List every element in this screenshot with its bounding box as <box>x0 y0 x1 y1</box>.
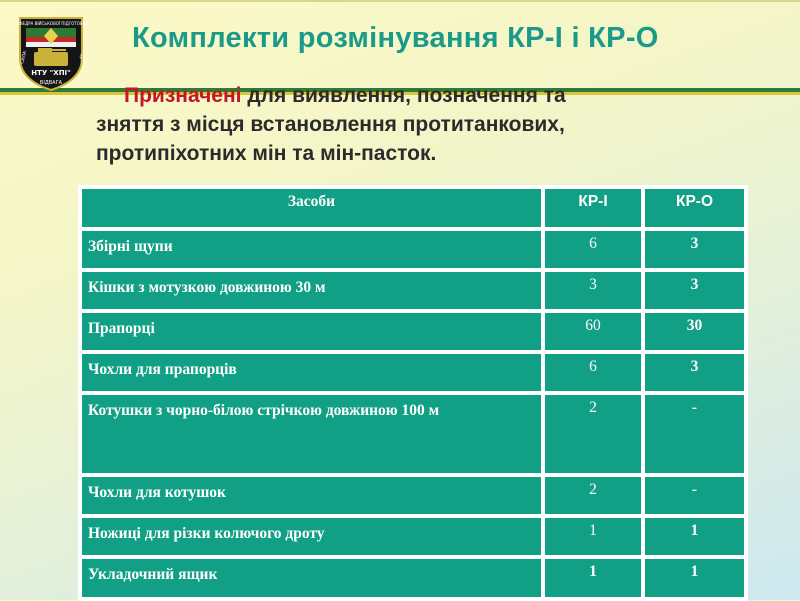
university-emblem <box>14 14 88 92</box>
table-row <box>80 516 746 557</box>
table-header-row <box>80 187 746 229</box>
row-kr-o: 3 <box>643 229 746 270</box>
row-kr-o: - <box>643 475 746 516</box>
table-row <box>80 229 746 270</box>
emblem-left-text: СИЛА <box>20 50 29 65</box>
row-name: Укладочний ящик <box>80 557 543 599</box>
top-border <box>0 0 800 2</box>
row-kr-o: - <box>643 393 746 475</box>
header-kr-o: КР-О <box>643 187 746 229</box>
row-kr-i: 1 <box>543 516 643 557</box>
table-row <box>80 475 746 516</box>
row-name: Прапорці <box>80 311 543 352</box>
table-row <box>80 311 746 352</box>
table-row <box>80 352 746 393</box>
table-row <box>80 393 746 475</box>
row-kr-o: 3 <box>643 352 746 393</box>
emblem-center-text: НТУ "ХПІ" <box>31 69 71 77</box>
page-title: Комплекти розмінування КР-І і КР-О <box>132 22 659 54</box>
table-row <box>80 557 746 599</box>
row-name: Ножиці для різки колючого дроту <box>80 516 543 557</box>
row-kr-i: 1 <box>543 557 643 599</box>
row-name: Кішки з мотузкою довжиною 30 м <box>80 270 543 311</box>
row-name: Чохли для котушок <box>80 475 543 516</box>
kit-table <box>78 185 748 601</box>
intro-text <box>96 81 736 168</box>
row-kr-o: 30 <box>643 311 746 352</box>
intro-line-2: зняття з місця встановлення протитанкових, <box>96 113 565 136</box>
header-kr-i: КР-І <box>543 187 643 229</box>
header-means: Засоби <box>80 187 543 229</box>
row-name: Котушки з чорно-білою стрічкою довжиною 100 м <box>80 393 543 475</box>
intro-line-1-rest: для виявлення, позначення та <box>241 84 566 107</box>
table-row <box>80 270 746 311</box>
row-kr-o: 3 <box>643 270 746 311</box>
intro-accent-word: Призначені <box>124 84 242 107</box>
row-kr-i: 6 <box>543 229 643 270</box>
row-kr-o: 1 <box>643 557 746 599</box>
row-kr-i: 60 <box>543 311 643 352</box>
row-kr-i: 2 <box>543 475 643 516</box>
row-kr-i: 3 <box>543 270 643 311</box>
row-kr-i: 6 <box>543 352 643 393</box>
emblem-top-text: КАФЕДРА ВІЙСЬКОВОЇ ПІДГОТОВКИ <box>14 21 88 26</box>
row-name: Чохли для прапорців <box>80 352 543 393</box>
intro-line-1 <box>96 81 736 110</box>
emblem-bottom-text: ВІДВАГА <box>39 80 63 86</box>
row-name: Збірні щупи <box>80 229 543 270</box>
emblem-right-text: ЧЕСТЬ <box>77 53 86 69</box>
row-kr-i: 2 <box>543 393 643 475</box>
intro-line-3: протипіхотних мін та мін-пасток. <box>96 142 437 165</box>
row-kr-o: 1 <box>643 516 746 557</box>
